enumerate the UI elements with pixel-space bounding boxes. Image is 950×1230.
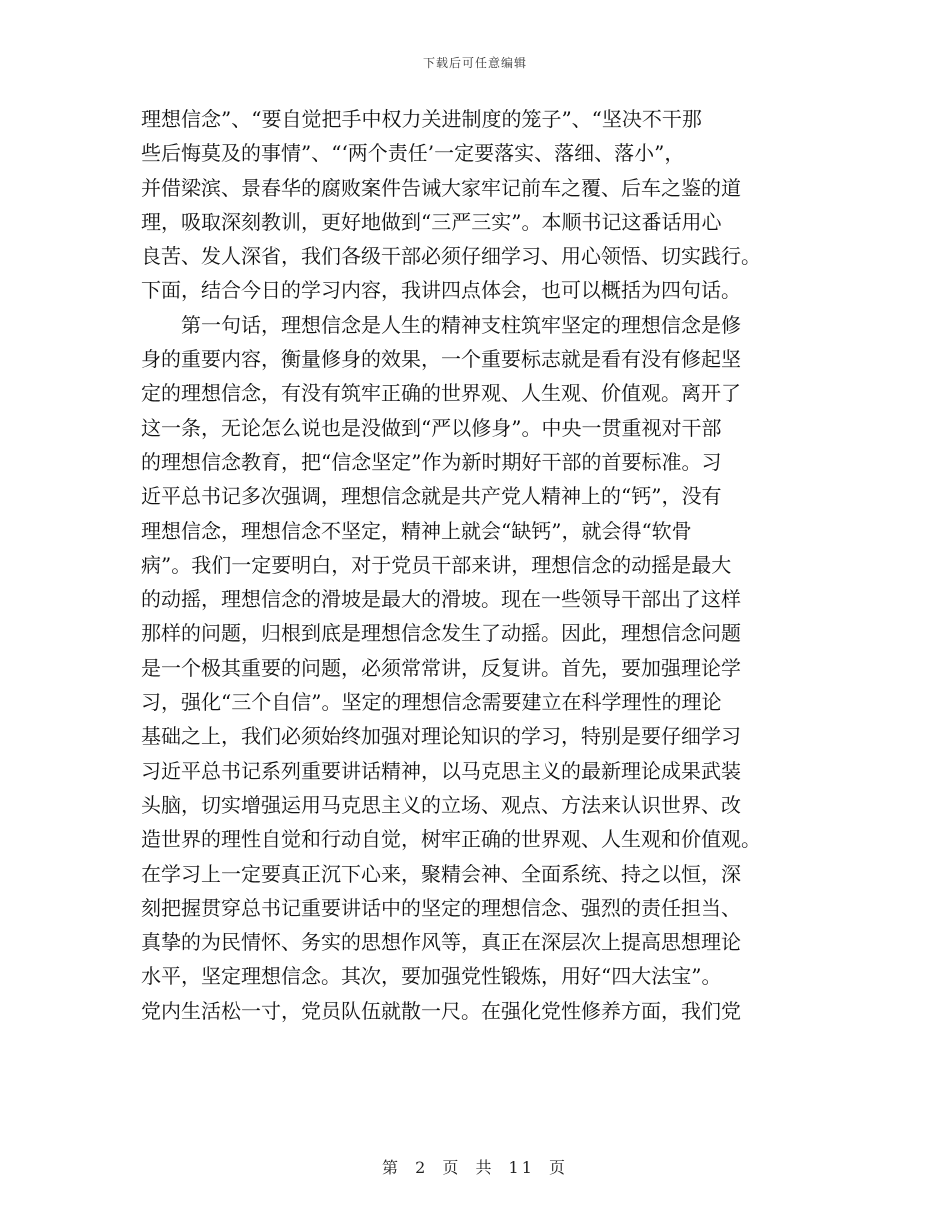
text-line: 第一句话，理想信念是人生的精神支柱筑牢坚定的理想信念是修 [141, 312, 741, 337]
text-line: 近平总书记多次强调，理想信念就是共产党人精神上的“钙”，没有 [141, 484, 722, 509]
text-line: 理想信念，理想信念不坚定，精神上就会“缺钙”，就会得“软骨 [141, 518, 692, 543]
text-line: 良苦、发人深省，我们各级干部必须仔细学习、用心领悟、切实践行。 [141, 244, 761, 269]
text-line: 定的理想信念，有没有筑牢正确的世界观、人生观、价值观。离开了 [141, 381, 741, 406]
text-line: 党内生活松一寸，党员队伍就散一尺。在强化党性修养方面，我们党 [141, 998, 741, 1023]
text-line: 在学习上一定要真正沉下心来，聚精会神、全面系统、持之以恒，深 [141, 861, 741, 886]
text-line: 头脑，切实增强运用马克思主义的立场、观点、方法来认识世界、改 [141, 792, 741, 817]
text-line: 理想信念”、“要自觉把手中权力关进制度的笼子”、“坚决不干那 [141, 107, 702, 131]
text-line: 下面，结合今日的学习内容，我讲四点体会，也可以概括为四句话。 [141, 278, 741, 303]
text-line: 的动摇，理想信念的滑坡是最大的滑坡。现在一些领导干部出了这样 [141, 587, 741, 612]
text-line: 习，强化“三个自信”。坚定的理想信念需要建立在科学理性的理论 [141, 690, 722, 715]
text-line: 那样的问题，归根到底是理想信念发生了动摇。因此，理想信念问题 [141, 621, 741, 646]
text-line: 些后悔莫及的事情”、“‘两个责任’一定要落实、落细、落小”， [141, 141, 685, 166]
text-line: 基础之上，我们必须始终加强对理论知识的学习，特别是要仔细学习 [141, 724, 741, 749]
text-line: 习近平总书记系列重要讲话精神，以马克思主义的最新理论成果武装 [141, 758, 741, 783]
text-line: 这一条，无论怎么说也是没做到“严以修身”。中央一贯重视对干部 [141, 415, 722, 440]
text-line: 是一个极其重要的问题，必须常常讲，反复讲。首先，要加强理论学 [141, 655, 741, 680]
text-line: 的理想信念教育，把“信念坚定”作为新时期好干部的首要标准。习 [141, 449, 722, 474]
text-line: 刻把握贯穿总书记重要讲话中的坚定的理想信念、强烈的责任担当、 [141, 895, 741, 920]
text-line: 并借梁滨、景春华的腐败案件告诫大家牢记前车之覆、后车之鉴的道 [141, 175, 741, 200]
body-text [141, 102, 809, 1028]
text-line: 病”。我们一定要明白，对于党员干部来讲，理想信念的动摇是最大 [141, 552, 732, 577]
page-footer: 第 2 页 共 11 页 [382, 1158, 568, 1177]
text-line: 造世界的理性自觉和行动自觉，树牢正确的世界观、人生观和价值观。 [141, 827, 761, 852]
text-line: 水平，坚定理想信念。其次，要加强党性锻炼，用好“四大法宝”。 [141, 964, 722, 989]
text-line: 身的重要内容，衡量修身的效果，一个重要标志就是看有没有修起坚 [141, 347, 741, 372]
text-line: 理，吸取深刻教训，更好地做到“三严三实”。本顺书记这番话用心 [141, 209, 722, 234]
page-header: 下载后可任意编辑 [422, 56, 527, 70]
text-line: 真挚的为民情怀、务实的思想作风等，真正在深层次上提高思想理论 [141, 930, 741, 955]
